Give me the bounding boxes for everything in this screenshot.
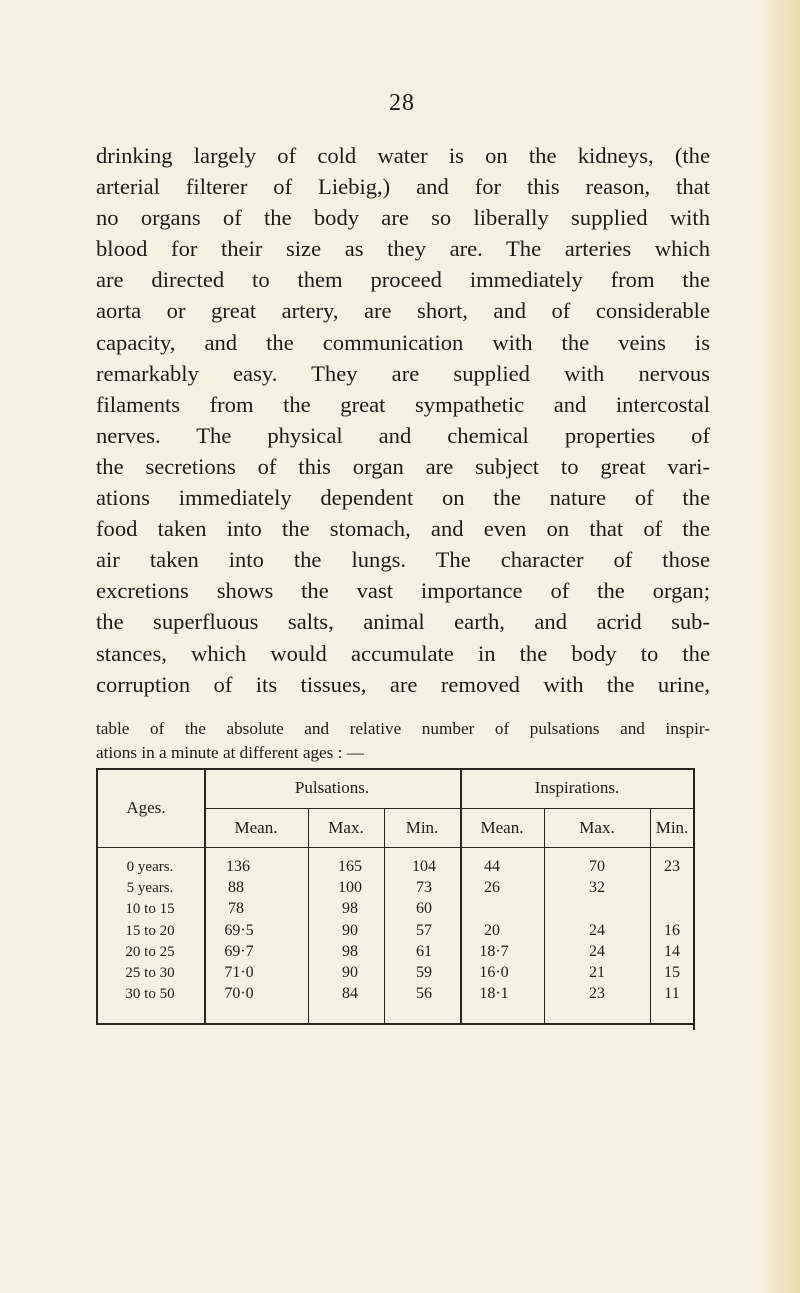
age-cell: 5 years. xyxy=(126,880,174,896)
value-cell: 165 xyxy=(338,858,362,875)
age-cell: 15 to 20 xyxy=(125,923,175,939)
group-header-rule xyxy=(204,808,694,809)
body-line: the secretions of this organ are subject to great vari- xyxy=(96,453,710,479)
value-cell: 78 xyxy=(228,900,244,917)
body-line: aorta or great artery, are short, and of considerable xyxy=(96,298,710,324)
value-cell: 84 xyxy=(342,985,358,1002)
body-line: the superfluous salts, animal earth, and acrid sub- xyxy=(96,609,710,635)
value-cell: 24 xyxy=(589,922,605,939)
body-line: are directed to them proceed immediately from the xyxy=(96,267,710,293)
value-cell: 61 xyxy=(416,943,432,960)
value-cell: 56 xyxy=(416,985,432,1002)
age-cell: 30 to 50 xyxy=(125,986,175,1002)
value-cell: 57 xyxy=(416,922,432,939)
value-cell: 11 xyxy=(664,985,680,1002)
body-line: nerves. The physical and chemical properties of xyxy=(96,422,710,448)
pulsation-table xyxy=(96,768,698,1028)
age-cell: 0 years. xyxy=(126,859,174,875)
value-cell: 16 xyxy=(664,922,680,939)
body-paragraph xyxy=(96,140,710,700)
body-line: arterial filterer of Liebig,) and for this reason, that xyxy=(96,174,710,200)
value-cell: 20 xyxy=(484,922,500,939)
body-line: excretions shows the vast importance of the organ; xyxy=(96,578,710,604)
value-cell: 16·0 xyxy=(479,964,509,981)
value-cell: 32 xyxy=(589,879,605,896)
value-cell: 23 xyxy=(589,985,605,1002)
value-cell: 69·7 xyxy=(224,943,254,960)
pulsations-mean-header: Mean. xyxy=(234,818,278,837)
value-cell: 18·7 xyxy=(479,943,509,960)
body-line: corruption of its tissues, are removed with the urine, xyxy=(96,671,710,697)
inspirations-mean-header: Mean. xyxy=(480,818,524,837)
value-cell: 100 xyxy=(338,879,362,896)
body-line: remarkably easy. They are supplied with nervous xyxy=(96,360,710,386)
value-cell: 88 xyxy=(228,879,244,896)
inspirations-max-header: Max. xyxy=(579,818,615,837)
pulsations-min-header: Min. xyxy=(405,818,439,837)
value-cell: 73 xyxy=(416,879,432,896)
col-divider xyxy=(308,808,309,1023)
inspirations-min-header: Min. xyxy=(655,818,689,837)
body-line: air taken into the lungs. The character of those xyxy=(96,547,710,573)
value-cell: 23 xyxy=(664,858,680,875)
value-cell: 98 xyxy=(342,943,358,960)
value-cell: 18·1 xyxy=(479,985,509,1002)
value-cell: 90 xyxy=(342,964,358,981)
value-cell: 15 xyxy=(664,964,680,981)
body-line: blood for their size as they are. The arteries which xyxy=(96,236,710,262)
value-cell: 60 xyxy=(416,900,432,917)
value-cell: 70 xyxy=(589,858,605,875)
value-cell: 70·0 xyxy=(224,985,254,1002)
age-cell: 20 to 25 xyxy=(125,944,175,960)
pulsations-max-header: Max. xyxy=(328,818,364,837)
value-cell: 24 xyxy=(589,943,605,960)
body-line: capacity, and the communication with the veins is xyxy=(96,329,710,355)
table-caption xyxy=(96,717,710,765)
body-line: stances, which would accumulate in the body to the xyxy=(96,640,710,666)
body-line: food taken into the stomach, and even on that of the xyxy=(96,516,710,542)
value-cell: 90 xyxy=(342,922,358,939)
body-line: ations immediately dependent on the nature of the xyxy=(96,485,710,511)
value-cell: 21 xyxy=(589,964,605,981)
age-cell: 10 to 15 xyxy=(125,901,175,917)
value-cell: 44 xyxy=(484,858,500,875)
body-line: drinking largely of cold water is on the kidneys, (the xyxy=(96,143,710,168)
value-cell: 14 xyxy=(664,943,680,960)
value-cell: 136 xyxy=(226,858,250,875)
caption-line: ations in a minute at different ages : — xyxy=(96,743,364,762)
pulsations-header: Pulsations. xyxy=(294,778,370,797)
table-bottom-rule xyxy=(96,1023,694,1025)
caption-line: table of the absolute and relative number of pulsations and inspir- xyxy=(96,719,710,738)
age-cell: 25 to 30 xyxy=(125,965,175,981)
value-cell: 98 xyxy=(342,900,358,917)
ages-header: Ages. xyxy=(126,798,166,817)
value-cell: 69·5 xyxy=(224,922,254,939)
value-cell: 104 xyxy=(412,858,436,875)
body-line: no organs of the body are so liberally supplied with xyxy=(96,205,710,231)
page-edge-shading xyxy=(760,0,800,1293)
page-number: 28 xyxy=(389,90,415,116)
value-cell: 26 xyxy=(484,879,500,896)
table-top-rule xyxy=(96,768,694,770)
subheader-rule xyxy=(96,847,694,848)
inspirations-header: Inspirations. xyxy=(534,778,620,797)
value-cell: 71·0 xyxy=(224,964,254,981)
body-line: filaments from the great sympathetic and intercostal xyxy=(96,391,710,417)
value-cell: 59 xyxy=(416,964,432,981)
